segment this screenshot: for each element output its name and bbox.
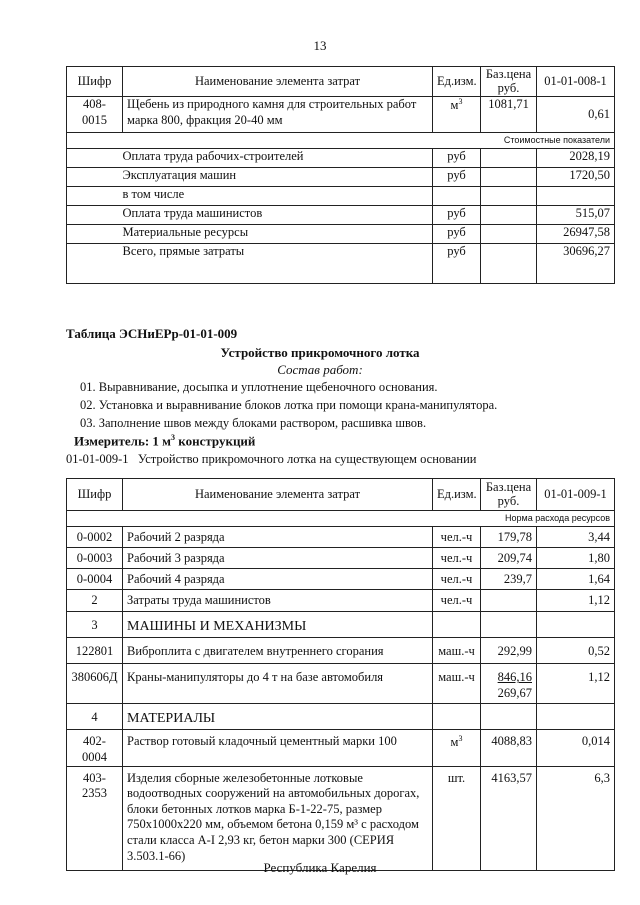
material-price: 4163,57 bbox=[481, 766, 537, 870]
machine-price-value: 846,16 bbox=[497, 670, 532, 685]
machine-value: 1,12 bbox=[537, 664, 615, 704]
operators-row bbox=[67, 590, 615, 612]
worker-unit: чел.-ч bbox=[433, 569, 481, 590]
material-unit-sup: 3 bbox=[458, 734, 463, 744]
header-norm: 01-01-008-1 bbox=[537, 67, 615, 97]
cost-unit: руб bbox=[433, 168, 481, 187]
cost-unit: руб bbox=[433, 244, 481, 284]
worker-unit: чел.-ч bbox=[433, 548, 481, 569]
section-label-row bbox=[67, 133, 615, 149]
costs-body bbox=[67, 149, 615, 284]
machines-head-row bbox=[67, 612, 615, 638]
machine-price bbox=[481, 664, 537, 704]
section-label-row bbox=[67, 511, 615, 527]
header-code: Шифр bbox=[67, 479, 123, 511]
row-code: 408-0015 bbox=[67, 97, 123, 133]
cost-name: Материальные ресурсы bbox=[123, 225, 433, 244]
machines-code: 3 bbox=[67, 612, 123, 638]
row-unit: $м^3$ bbox=[433, 97, 481, 133]
table-row bbox=[67, 664, 615, 704]
materials-code: 4 bbox=[67, 704, 123, 730]
empty-cell bbox=[67, 149, 123, 168]
cost-value: 515,07 bbox=[537, 206, 615, 225]
section-label: Норма расхода ресурсов bbox=[67, 511, 615, 527]
empty-cell bbox=[537, 704, 615, 730]
machine-name: Краны-манипуляторы до 4 т на базе автомобиля bbox=[123, 664, 433, 704]
material-unit-text: м bbox=[450, 735, 459, 750]
workers-body bbox=[67, 527, 615, 590]
machines-title: МАШИНЫ И МЕХАНИЗМЫ bbox=[123, 612, 433, 638]
table-row bbox=[67, 97, 615, 133]
header-price: Баз.цена руб. bbox=[481, 479, 537, 511]
empty-cell bbox=[481, 612, 537, 638]
cost-value: 1720,50 bbox=[537, 168, 615, 187]
empty-cell bbox=[481, 149, 537, 168]
cost-row bbox=[67, 206, 615, 225]
cost-value: 30696,27 bbox=[537, 244, 615, 284]
worker-code: 0-0004 bbox=[67, 569, 123, 590]
material-value: 0,014 bbox=[537, 730, 615, 766]
machine-unit: маш.-ч bbox=[433, 664, 481, 704]
step-2: 02. Установка и выравнивание блоков лотка при помощи крана-манипулятора. bbox=[80, 398, 498, 412]
cost-name: Всего, прямые затраты bbox=[123, 244, 433, 284]
header-norm: 01-01-009-1 bbox=[537, 479, 615, 511]
material-code: 403-2353 bbox=[67, 766, 123, 870]
header-price: Баз.цена руб. bbox=[481, 67, 537, 97]
cost-table-008 bbox=[66, 66, 615, 284]
operators-value: 1,12 bbox=[537, 590, 615, 612]
machines-body bbox=[67, 638, 615, 704]
worker-unit: чел.-ч bbox=[433, 527, 481, 548]
page-number: 13 bbox=[313, 38, 327, 53]
cost-name: Оплата труда рабочих-строителей bbox=[123, 149, 433, 168]
worker-name: Рабочий 4 разряда bbox=[123, 569, 433, 590]
table-row bbox=[67, 766, 615, 870]
material-name: Раствор готовый кладочный цементный марки 100 bbox=[123, 730, 433, 766]
measure-unit: Измеритель: 1 $м^3$ конструкций bbox=[74, 433, 256, 449]
machine-price bbox=[481, 638, 537, 664]
table-header-row bbox=[67, 67, 615, 97]
cost-name: Оплата труда машинистов bbox=[123, 206, 433, 225]
materials-head-row bbox=[67, 704, 615, 730]
cost-value bbox=[537, 187, 615, 206]
cost-name: Эксплуатация машин bbox=[123, 168, 433, 187]
cost-row bbox=[67, 225, 615, 244]
worker-code: 0-0002 bbox=[67, 527, 123, 548]
empty-cell bbox=[481, 704, 537, 730]
material-unit bbox=[433, 766, 481, 870]
cost-unit bbox=[433, 187, 481, 206]
worker-price: 209,74 bbox=[481, 548, 537, 569]
cost-value: 26947,58 bbox=[537, 225, 615, 244]
materials-body bbox=[67, 730, 615, 870]
table-row bbox=[67, 730, 615, 766]
machine-value: 0,52 bbox=[537, 638, 615, 664]
worker-code: 0-0003 bbox=[67, 548, 123, 569]
table-row bbox=[67, 548, 615, 569]
empty-cell bbox=[481, 225, 537, 244]
cost-unit: руб bbox=[433, 225, 481, 244]
empty-cell bbox=[67, 168, 123, 187]
material-value: 6,3 bbox=[537, 766, 615, 870]
header-code: Шифр bbox=[67, 67, 123, 97]
cost-row bbox=[67, 149, 615, 168]
cost-row bbox=[67, 244, 615, 284]
machine-code: 380606Д bbox=[67, 664, 123, 704]
table-header-row bbox=[67, 479, 615, 511]
cost-row bbox=[67, 187, 615, 206]
empty-cell bbox=[67, 206, 123, 225]
operators-code: 2 bbox=[67, 590, 123, 612]
empty-cell bbox=[481, 244, 537, 284]
resource-table-009 bbox=[66, 478, 615, 871]
material-name: Изделия сборные железобетонные лотковые водоотводных сооружений на автомобильных дорогах, блоки бетонных лотков марка Б-1-22-75, размер 750х1000х220 мм, объемом бетона 0,159 м³ с расходом стали класса А-I 2,93 кг, бетон марки 300 (СЕРИЯ 3.503.1-66) bbox=[123, 766, 433, 870]
step-1: 01. Выравнивание, досыпка и уплотнение щебеночного основания. bbox=[80, 380, 438, 394]
machine-price-secondary: 269,67 bbox=[497, 685, 532, 700]
empty-cell bbox=[67, 225, 123, 244]
materials-title: МАТЕРИАЛЫ bbox=[123, 704, 433, 730]
header-name: Наименование элемента затрат bbox=[123, 479, 433, 511]
cost-value: 2028,19 bbox=[537, 149, 615, 168]
empty-cell bbox=[433, 704, 481, 730]
empty-cell bbox=[67, 244, 123, 284]
table-row bbox=[67, 527, 615, 548]
empty-cell bbox=[481, 168, 537, 187]
cost-unit: руб bbox=[433, 149, 481, 168]
machine-name: Виброплита с двигателем внутреннего сгорания bbox=[123, 638, 433, 664]
machine-unit: маш.-ч bbox=[433, 638, 481, 664]
worker-name: Рабочий 3 разряда bbox=[123, 548, 433, 569]
machine-code: 122801 bbox=[67, 638, 123, 664]
code-line: 01-01-009-1 Устройство прикромочного лотка на существующем основании bbox=[66, 452, 477, 466]
header-unit: Ед.изм. bbox=[433, 67, 481, 97]
worker-price: 179,78 bbox=[481, 527, 537, 548]
operators-name: Затраты труда машинистов bbox=[123, 590, 433, 612]
empty-cell bbox=[481, 187, 537, 206]
material-unit bbox=[433, 730, 481, 766]
header-unit: Ед.изм. bbox=[433, 479, 481, 511]
table-row bbox=[67, 569, 615, 590]
operators-unit: чел.-ч bbox=[433, 590, 481, 612]
row-value: 0,61 bbox=[537, 97, 615, 133]
empty-cell bbox=[481, 206, 537, 225]
step-3: 03. Заполнение швов между блоками раствором, расшивка швов. bbox=[80, 416, 427, 430]
cost-name: в том числе bbox=[123, 187, 433, 206]
machine-price-value: 292,99 bbox=[497, 644, 532, 659]
header-name: Наименование элемента затрат bbox=[123, 67, 433, 97]
empty-cell bbox=[537, 612, 615, 638]
material-code: 402-0004 bbox=[67, 730, 123, 766]
cost-row bbox=[67, 168, 615, 187]
row-price: 1081,71 bbox=[481, 97, 537, 133]
worker-value: 1,64 bbox=[537, 569, 615, 590]
section-title: Устройство прикромочного лотка bbox=[220, 345, 420, 360]
empty-cell bbox=[433, 612, 481, 638]
section-label: Стоимостные показатели bbox=[67, 133, 615, 149]
worker-value: 1,80 bbox=[537, 548, 615, 569]
material-unit-text: шт. bbox=[447, 770, 466, 785]
worker-value: 3,44 bbox=[537, 527, 615, 548]
worker-name: Рабочий 2 разряда bbox=[123, 527, 433, 548]
operators-price bbox=[481, 590, 537, 612]
table-row bbox=[67, 638, 615, 664]
table-label: Таблица ЭСНиЕРр-01-01-009 bbox=[66, 326, 238, 341]
footer: Республика Карелия bbox=[263, 860, 377, 875]
composition-label: Состав работ: bbox=[277, 362, 363, 377]
material-price: 4088,83 bbox=[481, 730, 537, 766]
row-name: Щебень из природного камня для строительных работ марка 800, фракция 20-40 мм bbox=[123, 97, 433, 133]
empty-cell bbox=[67, 187, 123, 206]
worker-price: 239,7 bbox=[481, 569, 537, 590]
cost-unit: руб bbox=[433, 206, 481, 225]
